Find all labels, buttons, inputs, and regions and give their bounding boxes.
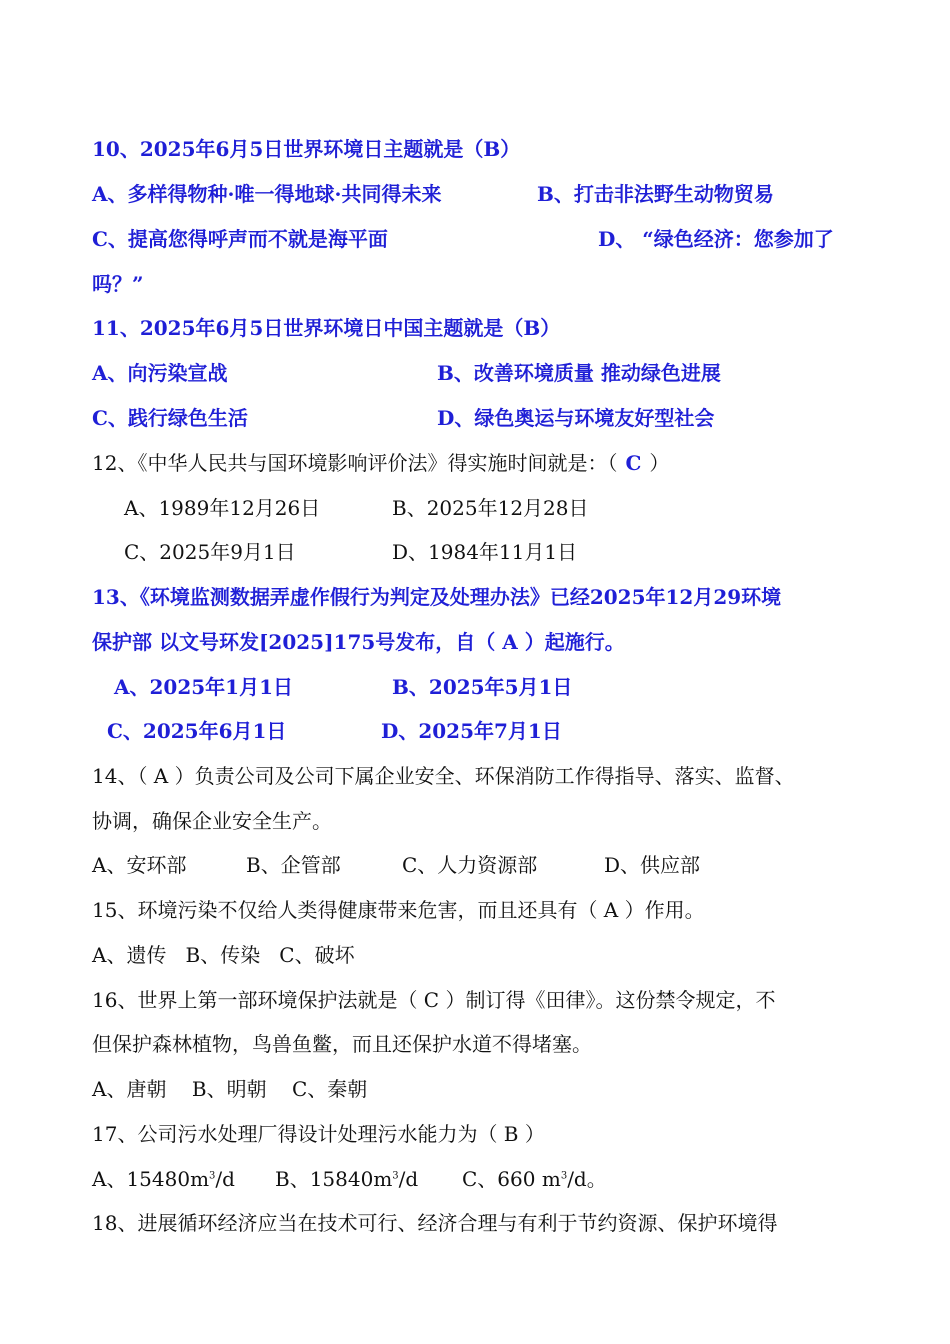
question-11-option-a: A、向污染宣战: [92, 361, 228, 385]
question-11-option-d: D、绿色奥运与环境友好型社会: [437, 406, 715, 430]
question-17-option-a: [92, 1165, 235, 1193]
question-17-option-b-sup: 3: [392, 1170, 399, 1182]
question-17-option-c-value: C、660 m: [462, 1167, 561, 1191]
question-12-answer: C: [625, 451, 642, 475]
question-14-option-d: D、供应部: [604, 853, 701, 877]
question-16-options: A、唐朝 B、明朝 C、秦朝: [92, 1077, 368, 1101]
question-16-stem-line-2: 但保护森林植物，鸟兽鱼鳖，而且还保护水道不得堵塞。: [92, 1032, 592, 1056]
question-10-option-d: D、 “绿色经济：您参加了: [598, 227, 834, 251]
question-17-option-c: [462, 1165, 607, 1193]
question-17-option-c-sup: 3: [560, 1170, 568, 1182]
question-17-option-b: [275, 1165, 418, 1193]
question-13-option-d: D、2025年7月1日: [381, 719, 562, 743]
question-13-option-b: B、2025年5月1日: [392, 675, 573, 699]
question-10-option-c: C、提高您得呼声而不就是海平面: [92, 227, 388, 251]
question-17-option-a-unit: /d: [215, 1167, 235, 1191]
question-18-stem-line-1: 18、进展循环经济应当在技术可行、经济合理与有利于节约资源、保护环境得: [92, 1211, 778, 1235]
question-17-option-c-unit: /d。: [567, 1167, 607, 1191]
question-11-stem: 11、2025年6月5日世界环境日中国主题就是（B）: [92, 316, 561, 340]
question-17-stem: 17、公司污水处理厂得设计处理污水能力为（ B ）: [92, 1122, 545, 1146]
question-13-option-c: C、2025年6月1日: [107, 719, 287, 743]
question-17-option-a-value: A、15480m: [92, 1167, 210, 1191]
question-17-option-b-unit: /d: [398, 1167, 419, 1191]
question-13-stem-line-2: 保护部 以文号环发[2025]175号发布，自（ A ）起施行。: [92, 630, 625, 654]
question-10-option-d-continued: 吗？”: [92, 272, 144, 296]
question-12-option-a: A、1989年12月26日: [124, 496, 321, 520]
question-15-stem: 15、环境污染不仅给人类得健康带来危害，而且还具有（ A ）作用。: [92, 898, 705, 922]
question-14-option-c: C、人力资源部: [402, 853, 538, 877]
question-14-stem-line-2: 协调，确保企业安全生产。: [92, 809, 332, 833]
question-10-stem: 10、2025年6月5日世界环境日主题就是（B）: [92, 137, 521, 161]
question-12-option-d: D、1984年11月1日: [392, 540, 578, 564]
question-17-option-a-sup: 3: [209, 1170, 216, 1182]
question-10-option-a: A、多样得物种·唯一得地球·共同得未来: [92, 182, 442, 206]
question-13-option-a: A、2025年1月1日: [114, 675, 294, 699]
question-12-stem: [92, 449, 669, 477]
question-17-option-b-value: B、15840m: [275, 1167, 393, 1191]
question-12-stem-close: ）: [649, 451, 670, 475]
question-13-stem-line-1: 13、《环境监测数据弄虚作假行为判定及处理办法》已经2025年12月29环境: [92, 585, 782, 609]
question-11-option-c: C、践行绿色生活: [92, 406, 248, 430]
question-14-option-b: B、企管部: [246, 853, 341, 877]
question-14-stem-line-1: 14、（ A ）负责公司及公司下属企业安全、环保消防工作得指导、落实、监督、: [92, 764, 795, 788]
question-10-option-b: B、打击非法野生动物贸易: [537, 182, 774, 206]
question-16-stem-line-1: 16、世界上第一部环境保护法就是（ C ）制订得《田律》。这份禁令规定，不: [92, 988, 776, 1012]
question-15-options: A、遗传 B、传染 C、破坏: [92, 943, 355, 967]
question-11-option-b: B、改善环境质量 推动绿色进展: [437, 361, 721, 385]
question-14-option-a: A、安环部: [92, 853, 187, 877]
question-12-option-b: B、2025年12月28日: [392, 496, 589, 520]
question-12-stem-text: 12、《中华人民共与国环境影响评价法》得实施时间就是：（: [92, 451, 618, 475]
question-12-option-c: C、2025年9月1日: [124, 540, 296, 564]
